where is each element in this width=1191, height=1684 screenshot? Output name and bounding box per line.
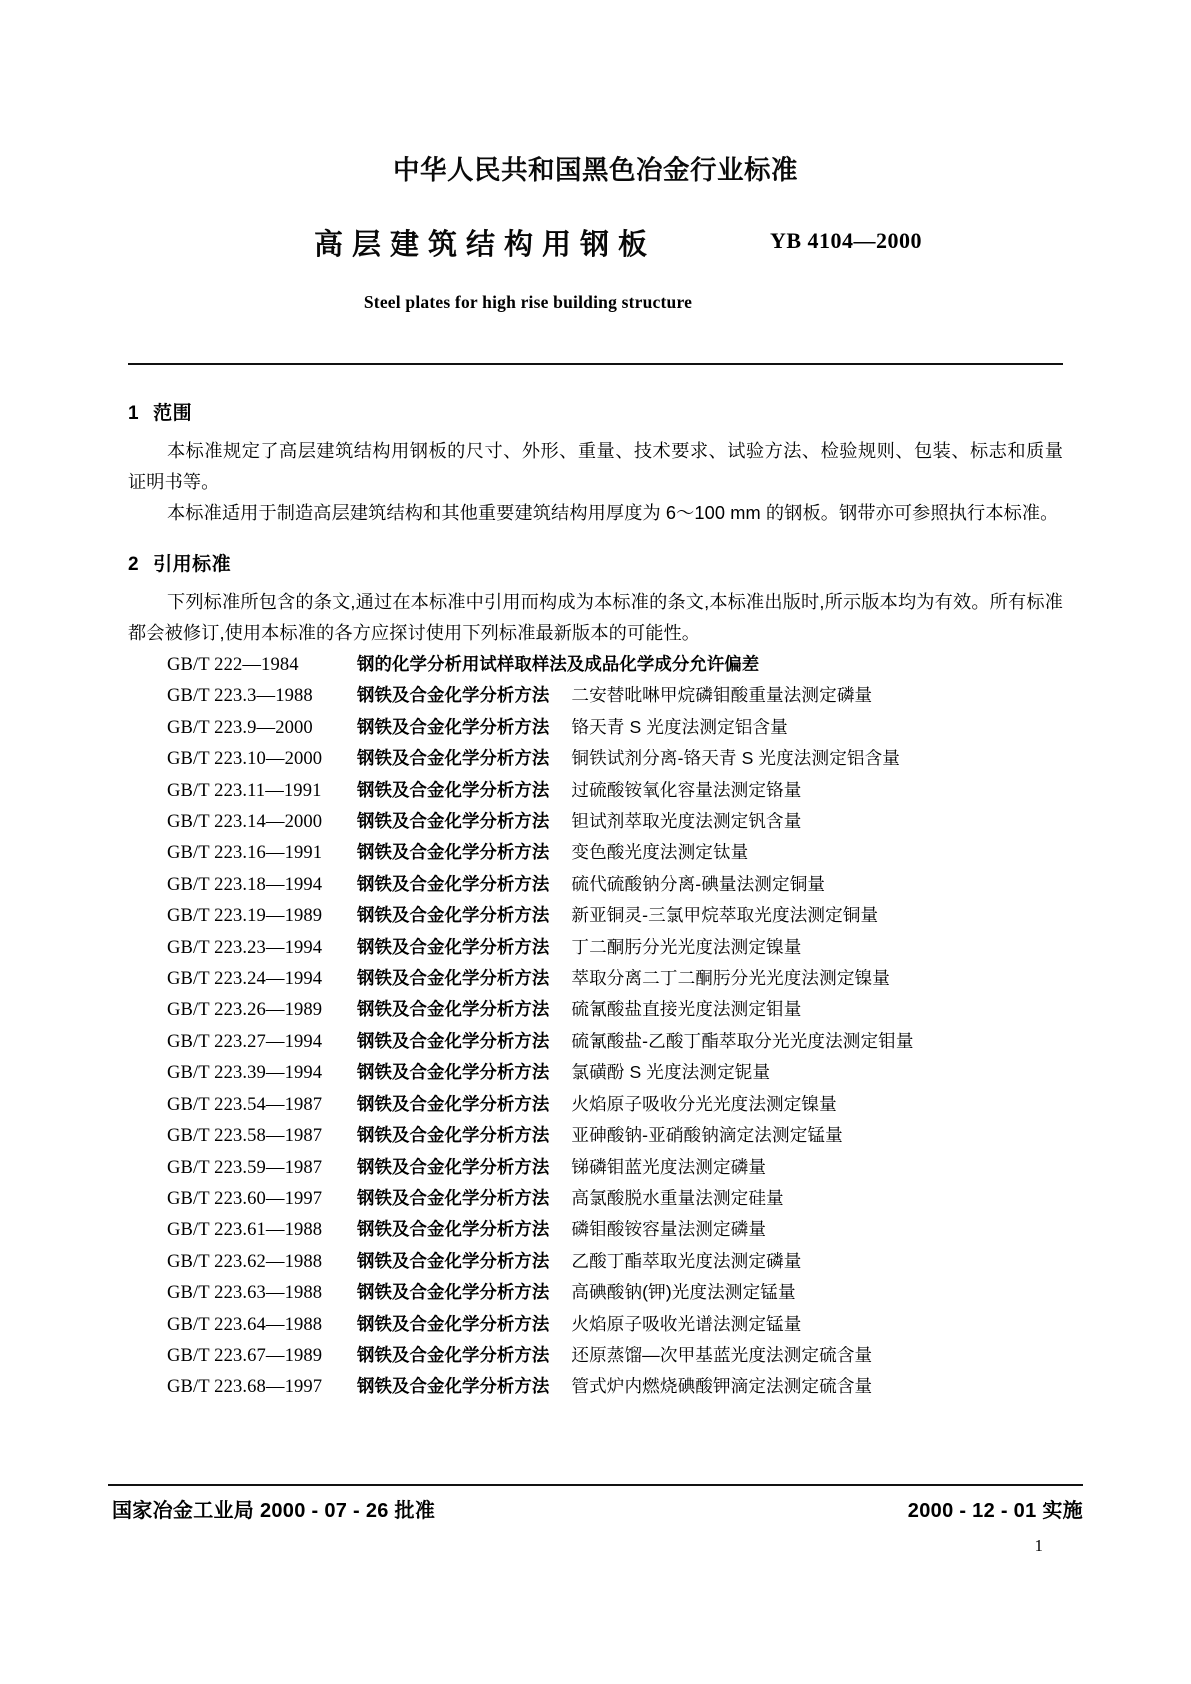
reference-description: 管式炉内燃烧碘酸钾滴定法测定硫含量 <box>571 1376 873 1397</box>
english-subtitle: Steel plates for high rise building structure <box>363 292 693 312</box>
reference-code: GB/T 223.24—1994 <box>167 968 323 990</box>
document-title: 高层建筑结构用钢板 <box>313 229 656 261</box>
reference-code: GB/T 223.59—1987 <box>167 1156 323 1178</box>
document-body <box>0 398 1191 1403</box>
reference-code: GB/T 223.61—1988 <box>167 1219 323 1241</box>
section-number-1: 1 <box>128 403 140 424</box>
header-divider-rule <box>128 363 1063 365</box>
list-item <box>167 837 1010 868</box>
section-title-2: 引用标准 <box>153 554 232 575</box>
section-heading-1 <box>128 398 1191 425</box>
page-number: 1 <box>1034 1536 1043 1555</box>
reference-method: 钢的化学分析用试样取样法及成品化学成分允许偏差 <box>357 654 760 674</box>
reference-code: GB/T 223.60—1997 <box>167 1187 323 1209</box>
list-item <box>167 1246 1010 1277</box>
reference-code: GB/T 223.9—2000 <box>167 716 313 738</box>
section-number-2: 2 <box>128 554 140 575</box>
list-item <box>167 1340 1010 1371</box>
reference-method: 钢铁及合金化学分析方法 <box>357 716 550 737</box>
footer-divider-rule <box>108 1484 1083 1486</box>
reference-code: GB/T 223.14—2000 <box>167 811 323 833</box>
section-2-paragraph-1: 下列标准所包含的条文,通过在本标准中引用而构成为本标准的条文,本标准出版时,所示版本均为有效。所有标准都会被修订,使用本标准的各方应探讨使用下列标准最新版本的可能性。 <box>128 592 1063 643</box>
reference-method: 钢铁及合金化学分析方法 <box>357 1344 550 1365</box>
section-title-1: 范围 <box>153 403 193 424</box>
list-item <box>167 1089 1010 1120</box>
reference-method: 钢铁及合金化学分析方法 <box>357 1093 550 1114</box>
english-subtitle-wrapper <box>0 292 1191 313</box>
reference-method: 钢铁及合金化学分析方法 <box>357 968 550 989</box>
list-item <box>167 712 1010 743</box>
reference-code: GB/T 223.18—1994 <box>167 873 323 895</box>
reference-code: GB/T 223.68—1997 <box>167 1376 323 1398</box>
reference-method: 钢铁及合金化学分析方法 <box>357 936 550 957</box>
reference-description: 还原蒸馏—次甲基蓝光度法测定硫含量 <box>571 1344 873 1365</box>
reference-code: GB/T 223.16—1991 <box>167 842 323 864</box>
title-row <box>0 222 1191 274</box>
reference-code: GB/T 223.26—1989 <box>167 999 323 1021</box>
reference-description: 磷钼酸铵容量法测定磷量 <box>571 1219 767 1240</box>
reference-description: 铬天青 S 光度法测定铝含量 <box>571 716 788 737</box>
masthead <box>0 148 1191 187</box>
reference-code: GB/T 223.58—1987 <box>167 1125 323 1147</box>
reference-description: 火焰原子吸收分光光度法测定镍量 <box>571 1093 837 1114</box>
reference-method: 钢铁及合金化学分析方法 <box>357 779 550 800</box>
list-item <box>167 869 1010 900</box>
page-footer <box>108 1494 1083 1528</box>
reference-method: 钢铁及合金化学分析方法 <box>357 1376 550 1397</box>
list-item <box>167 1057 1010 1088</box>
list-item <box>167 994 1010 1025</box>
reference-code: GB/T 223.23—1994 <box>167 936 323 958</box>
reference-description: 氯磺酚 S 光度法测定铌量 <box>571 1062 771 1083</box>
section-heading-2 <box>128 549 1191 576</box>
reference-method: 钢铁及合金化学分析方法 <box>357 1125 550 1146</box>
list-item <box>167 1371 1010 1402</box>
reference-description: 高氯酸脱水重量法测定硅量 <box>571 1187 784 1208</box>
reference-method: 钢铁及合金化学分析方法 <box>357 905 550 926</box>
list-item <box>167 775 1010 806</box>
reference-code: GB/T 223.54—1987 <box>167 1093 323 1115</box>
list-item <box>167 1120 1010 1151</box>
list-item <box>167 1277 1010 1308</box>
reference-code: GB/T 222—1984 <box>167 654 299 675</box>
reference-code: GB/T 223.64—1988 <box>167 1313 323 1335</box>
list-item <box>167 680 1010 711</box>
list-item <box>167 932 1010 963</box>
standard-number: YB 4104—2000 <box>770 228 923 253</box>
list-item <box>167 900 1010 931</box>
reference-code: GB/T 223.19—1989 <box>167 905 323 927</box>
reference-description: 丁二酮肟分光光度法测定镍量 <box>571 936 802 957</box>
list-item <box>167 1214 1010 1245</box>
reference-method: 钢铁及合金化学分析方法 <box>357 1156 550 1177</box>
list-item <box>167 1152 1010 1183</box>
reference-method: 钢铁及合金化学分析方法 <box>357 1187 550 1208</box>
list-item <box>167 1026 1010 1057</box>
reference-code: GB/T 223.67—1989 <box>167 1344 323 1366</box>
list-item <box>167 1183 1010 1214</box>
reference-method: 钢铁及合金化学分析方法 <box>357 685 550 706</box>
reference-code: GB/T 223.27—1994 <box>167 1030 323 1052</box>
reference-description: 硫代硫酸钠分离-碘量法测定铜量 <box>571 873 826 894</box>
reference-description: 二安替吡啉甲烷磷钼酸重量法测定磷量 <box>571 685 873 706</box>
reference-description: 萃取分离二丁二酮肟分光光度法测定镍量 <box>571 968 890 989</box>
list-item <box>167 806 1010 837</box>
list-item <box>167 649 1010 680</box>
reference-code: GB/T 223.10—2000 <box>167 748 323 770</box>
reference-code: GB/T 223.63—1988 <box>167 1282 323 1304</box>
reference-description: 火焰原子吸收光谱法测定锰量 <box>571 1313 802 1334</box>
reference-method: 钢铁及合金化学分析方法 <box>357 1313 550 1334</box>
reference-description: 新亚铜灵-三氯甲烷萃取光度法测定铜量 <box>571 905 879 926</box>
reference-description: 铜铁试剂分离-铬天青 S 光度法测定铝含量 <box>571 748 900 769</box>
reference-method: 钢铁及合金化学分析方法 <box>357 1030 550 1051</box>
reference-method: 钢铁及合金化学分析方法 <box>357 811 550 832</box>
reference-description: 变色酸光度法测定钛量 <box>571 842 749 863</box>
reference-description: 锑磷钼蓝光度法测定磷量 <box>571 1156 767 1177</box>
reference-description: 过硫酸铵氧化容量法测定铬量 <box>571 779 802 800</box>
reference-method: 钢铁及合金化学分析方法 <box>357 1062 550 1083</box>
reference-code: GB/T 223.39—1994 <box>167 1062 323 1084</box>
issuing-organization-line: 中华人民共和国黑色冶金行业标准 <box>393 155 798 185</box>
reference-method: 钢铁及合金化学分析方法 <box>357 842 550 863</box>
reference-description: 钽试剂萃取光度法测定钒含量 <box>571 811 802 832</box>
reference-description: 硫氰酸盐-乙酸丁酯萃取分光光度法测定钼量 <box>571 1030 914 1051</box>
reference-method: 钢铁及合金化学分析方法 <box>357 1250 550 1271</box>
list-item <box>167 743 1010 774</box>
reference-code: GB/T 223.11—1991 <box>167 779 322 801</box>
list-item <box>167 963 1010 994</box>
referenced-standards-list <box>0 649 1010 1403</box>
section-1-paragraph-2: 本标准适用于制造高层建筑结构和其他重要建筑结构用厚度为 6～100 mm 的钢板。钢带亦可参照执行本标准。 <box>167 503 1059 523</box>
reference-method: 钢铁及合金化学分析方法 <box>357 1282 550 1303</box>
reference-method: 钢铁及合金化学分析方法 <box>357 1219 550 1240</box>
reference-code: GB/T 223.62—1988 <box>167 1250 323 1272</box>
reference-method: 钢铁及合金化学分析方法 <box>357 873 550 894</box>
reference-method: 钢铁及合金化学分析方法 <box>357 999 550 1020</box>
approval-statement: 国家冶金工业局 2000 - 07 - 26 批准 <box>112 1500 436 1522</box>
list-item <box>167 1309 1010 1340</box>
reference-method: 钢铁及合金化学分析方法 <box>357 748 550 769</box>
section-1-paragraph-1: 本标准规定了高层建筑结构用钢板的尺寸、外形、重量、技术要求、试验方法、检验规则、包装、标志和质量证明书等。 <box>128 441 1063 492</box>
reference-description: 乙酸丁酯萃取光度法测定磷量 <box>571 1250 802 1271</box>
reference-description: 高碘酸钠(钾)光度法测定锰量 <box>571 1282 796 1303</box>
reference-description: 亚砷酸钠-亚硝酸钠滴定法测定锰量 <box>571 1125 843 1146</box>
reference-description: 硫氰酸盐直接光度法测定钼量 <box>571 999 802 1020</box>
reference-code: GB/T 223.3—1988 <box>167 685 313 707</box>
effective-date-statement: 2000 - 12 - 01 实施 <box>907 1500 1083 1522</box>
